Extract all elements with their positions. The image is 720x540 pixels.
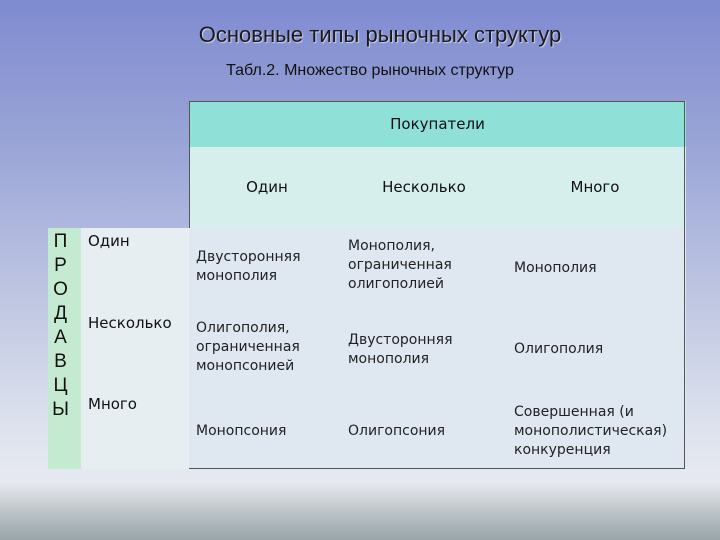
column-header-one: Один [246, 178, 288, 196]
table-caption: Табл.2. Множество рыночных структур [226, 62, 514, 79]
cell-one-several: Монополия, ограниченная олигополией [348, 238, 452, 292]
cell-many-one: Монопсония [196, 423, 287, 439]
sellers-vertical-label [48, 230, 73, 422]
row-label-one: Один [88, 232, 130, 250]
cell-many-several: Олигопсония [348, 423, 446, 439]
buyers-header [189, 101, 686, 147]
cell-several-many: Олигополия [514, 341, 604, 357]
sellers-letter: А [54, 327, 67, 348]
sellers-letter: О [53, 279, 68, 300]
sellers-letter: П [53, 231, 68, 252]
sellers-letter: Ц [53, 375, 68, 396]
sellers-letter: Р [54, 255, 67, 276]
sellers-letter: В [54, 351, 67, 372]
cell-many-many: Совершенная (и монополистическая) конкуренция [514, 404, 668, 458]
cell-one-one: Двусторонняя монополия [196, 249, 301, 284]
cell-several-one: Олигополия, ограниченная монопсонией [196, 320, 300, 374]
cell-several-several: Двусторонняя монополия [348, 332, 453, 367]
slide-bottom-strip [0, 482, 720, 540]
buyers-header-label: Покупатели [390, 115, 485, 133]
sellers-letter: Д [54, 303, 67, 324]
table-border-left [189, 101, 190, 228]
cell-one-many: Монополия [514, 260, 597, 276]
slide-title: Основные типы рыночных структур [198, 22, 562, 47]
row-label-several: Несколько [88, 314, 172, 332]
sellers-letter: Ы [52, 399, 69, 420]
column-header-many: Много [570, 178, 620, 196]
row-label-many: Много [88, 395, 137, 413]
column-header-several: Несколько [382, 178, 466, 196]
sellers-row-labels-panel [81, 228, 189, 469]
